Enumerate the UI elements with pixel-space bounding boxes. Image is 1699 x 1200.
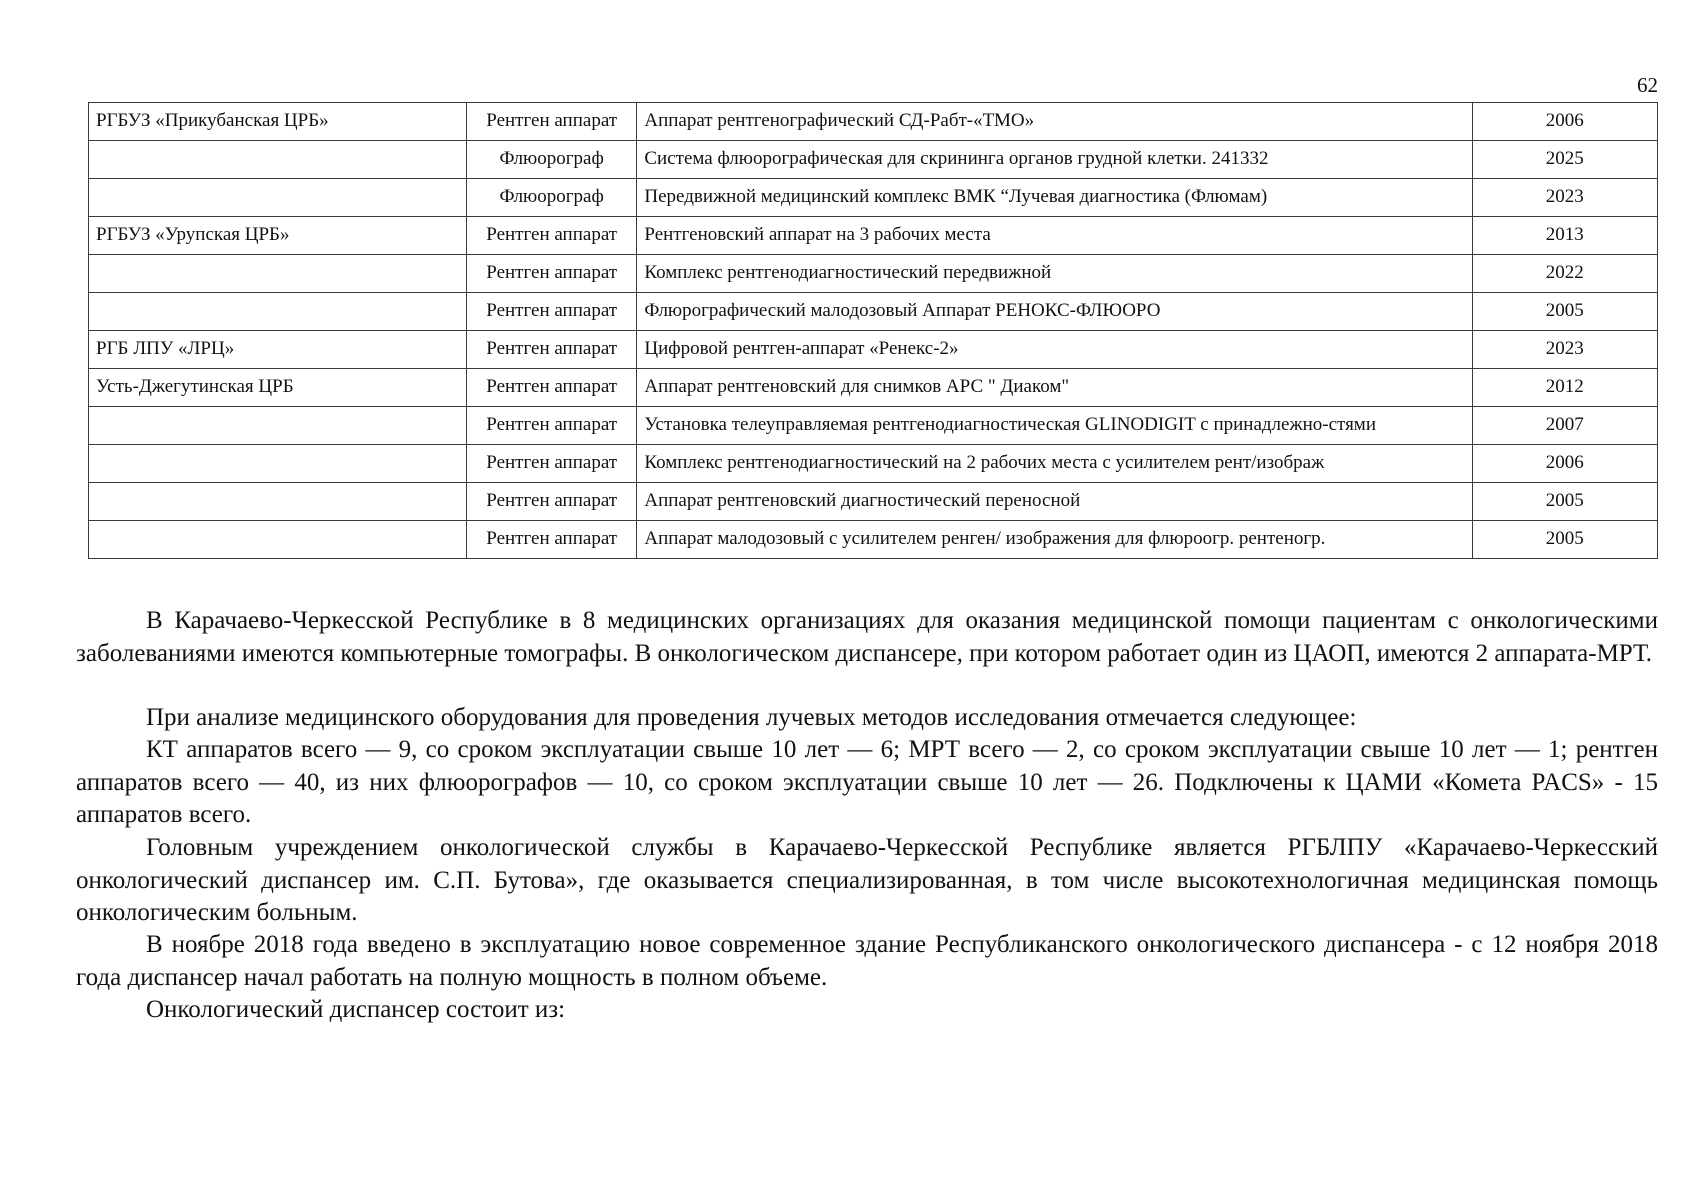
type-cell: Рентген аппарат	[466, 521, 636, 559]
equipment-name-cell: Аппарат малодозовый с усилителем ренген/ изображения для флюроогр. рентеногр.	[637, 521, 1472, 559]
org-cell	[89, 255, 467, 293]
table-row	[89, 293, 1658, 331]
equipment-name-cell: Комплекс рентгенодиагностический передвижной	[637, 255, 1472, 293]
table-row	[89, 483, 1658, 521]
equipment-name-cell: Флюрографический малодозовый Аппарат РЕНОКС-ФЛЮОРО	[637, 293, 1472, 331]
body-paragraph: Онкологический диспансер состоит из:	[146, 996, 566, 1023]
type-cell: Рентген аппарат	[466, 369, 636, 407]
type-cell: Рентген аппарат	[466, 103, 636, 141]
year-cell: 2023	[1472, 331, 1658, 369]
table-row	[89, 103, 1658, 141]
body-paragraph: В Карачаево-Черкесской Республике в 8 медицинских организациях для оказания медицинской помощи пациентам с онкологическими заболеваниями имеются компьютерные томографы. В онкологическом диспансере, при котором работает один из ЦАОП, имеются 2 аппарата-МРТ.	[76, 607, 1658, 667]
type-cell: Флюорограф	[466, 179, 636, 217]
table-row	[89, 255, 1658, 293]
year-cell: 2005	[1472, 521, 1658, 559]
type-cell: Рентген аппарат	[466, 331, 636, 369]
year-cell: 2005	[1472, 483, 1658, 521]
org-cell: РГБ ЛПУ «ЛРЦ»	[89, 331, 467, 369]
page-number: 62	[1637, 73, 1658, 97]
table-row	[89, 179, 1658, 217]
year-cell: 2007	[1472, 407, 1658, 445]
year-cell: 2005	[1472, 293, 1658, 331]
table-row	[89, 141, 1658, 179]
equipment-name-cell: Цифровой рентген-аппарат «Ренекс-2»	[637, 331, 1472, 369]
org-cell	[89, 483, 467, 521]
org-cell: Усть-Джегутинская ЦРБ	[89, 369, 467, 407]
body-paragraph: В ноябре 2018 года введено в эксплуатацию новое современное здание Республиканского онкологического диспансера - с 12 ноября 2018 года диспансер начал работать на полную мощность в полном объеме.	[76, 931, 1658, 991]
equipment-name-cell: Комплекс рентгенодиагностический на 2 рабочих места с усилителем рент/изображ	[637, 445, 1472, 483]
body-paragraph: КТ аппаратов всего — 9, со сроком эксплуатации свыше 10 лет — 6; МРТ всего — 2, со сроком эксплуатации свыше 10 лет — 1; рентген аппаратов всего — 40, из них флюорографов — 10, со сроком эксплуатации свыше 10 лет — 26. Подключены к ЦАМИ «Комета PACS» - 15 аппаратов всего.	[76, 736, 1658, 828]
org-cell	[89, 521, 467, 559]
table-row	[89, 407, 1658, 445]
equipment-name-cell: Аппарат рентгеновский диагностический переносной	[637, 483, 1472, 521]
type-cell: Рентген аппарат	[466, 407, 636, 445]
equipment-name-cell: Аппарат рентгеновский для снимков АРС " Диаком"	[637, 369, 1472, 407]
year-cell: 2006	[1472, 103, 1658, 141]
body-paragraph: При анализе медицинского оборудования для проведения лучевых методов исследования отмечается следующее:	[146, 704, 1357, 731]
year-cell: 2012	[1472, 369, 1658, 407]
table-row	[89, 369, 1658, 407]
year-cell: 2006	[1472, 445, 1658, 483]
equipment-name-cell: Рентгеновский аппарат на 3 рабочих места	[637, 217, 1472, 255]
year-cell: 2023	[1472, 179, 1658, 217]
year-cell: 2025	[1472, 141, 1658, 179]
body-paragraph: Головным учреждением онкологической службы в Карачаево-Черкесской Республике является РГБЛПУ «Карачаево-Черкесский онкологический диспансер им. С.П. Бутова», где оказывается специализированная, в том числе высокотехнологичная медицинская помощь онкологическим больным.	[76, 834, 1658, 926]
year-cell: 2013	[1472, 217, 1658, 255]
type-cell: Рентген аппарат	[466, 255, 636, 293]
org-cell	[89, 407, 467, 445]
equipment-table	[88, 102, 1658, 559]
org-cell	[89, 179, 467, 217]
type-cell: Рентген аппарат	[466, 293, 636, 331]
type-cell: Рентген аппарат	[466, 445, 636, 483]
org-cell: РГБУЗ «Прикубанская ЦРБ»	[89, 103, 467, 141]
org-cell	[89, 141, 467, 179]
equipment-name-cell: Система флюорографическая для скрининга органов грудной клетки. 241332	[637, 141, 1472, 179]
table-row	[89, 331, 1658, 369]
type-cell: Флюорограф	[466, 141, 636, 179]
org-cell: РГБУЗ «Урупская ЦРБ»	[89, 217, 467, 255]
equipment-name-cell: Передвижной медицинский комплекс ВМК “Лучевая диагностика (Флюмам)	[637, 179, 1472, 217]
type-cell: Рентген аппарат	[466, 217, 636, 255]
org-cell	[89, 445, 467, 483]
type-cell: Рентген аппарат	[466, 483, 636, 521]
equipment-name-cell: Установка телеуправляемая рентгенодиагностическая GLINODIGIT с принадлежно-стями	[637, 407, 1472, 445]
table-row	[89, 445, 1658, 483]
equipment-name-cell: Аппарат рентгенографический СД-Рабт-«ТМО»	[637, 103, 1472, 141]
table-row	[89, 521, 1658, 559]
year-cell: 2022	[1472, 255, 1658, 293]
org-cell	[89, 293, 467, 331]
table-row	[89, 217, 1658, 255]
